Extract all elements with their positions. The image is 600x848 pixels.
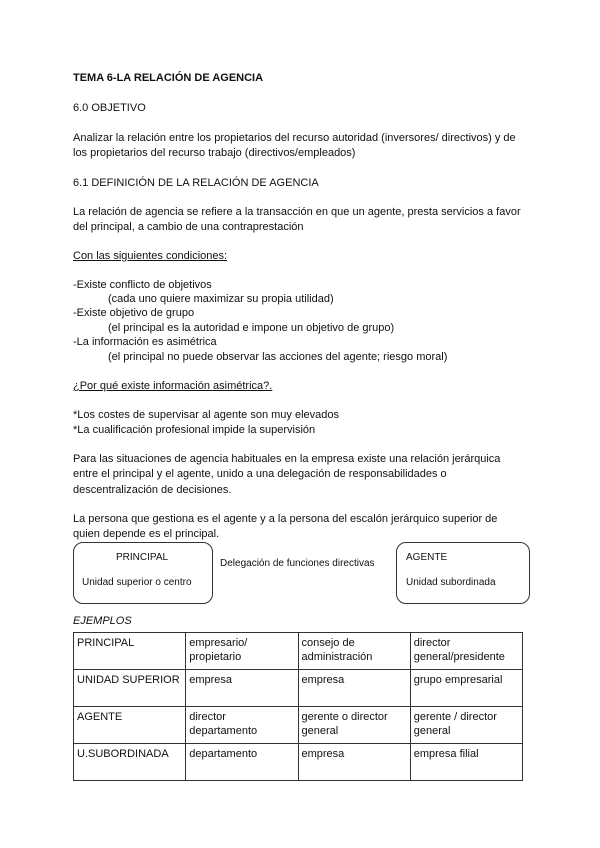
- paragraph-line: Para las situaciones de agencia habituales en la empresa existe una relación jerárquica: [73, 453, 501, 465]
- objetivo-line: Analizar la relación entre los propietarios del recurso autoridad (inversores/ directivos) y de: [73, 132, 516, 144]
- cell: departamento: [186, 744, 298, 781]
- principal-box: [73, 542, 213, 604]
- ejemplos-heading: EJEMPLOS: [73, 615, 132, 627]
- agente-box: [396, 542, 530, 604]
- cell: empresario/ propietario: [186, 633, 298, 670]
- table-row: [74, 633, 523, 670]
- examples-table: [73, 632, 523, 781]
- agente-title: AGENTE: [406, 552, 448, 563]
- cell: director departamento: [186, 707, 298, 744]
- principal-title: PRINCIPAL: [116, 552, 169, 563]
- condiciones-heading: Con las siguientes condiciones:: [73, 250, 228, 262]
- cell: PRINCIPAL: [74, 633, 186, 670]
- cell: empresa filial: [410, 744, 522, 781]
- condicion-detail: (cada uno quiere maximizar su propia utilidad): [108, 293, 334, 305]
- cell: consejo de administración: [298, 633, 410, 670]
- doc-title: TEMA 6-LA RELACIÓN DE AGENCIA: [73, 72, 264, 84]
- heading-objetivo: 6.0 OBJETIVO: [73, 102, 146, 114]
- delegation-label: Delegación de funciones directivas: [220, 558, 375, 569]
- table-row: [74, 707, 523, 744]
- principal-sub: Unidad superior o centro: [82, 577, 192, 588]
- cell: gerente / director general: [410, 707, 522, 744]
- condicion: -Existe conflicto de objetivos: [73, 279, 212, 291]
- paragraph-line: La persona que gestiona es el agente y a la persona del escalón jerárquico superior de: [73, 513, 498, 525]
- cell: grupo empresarial: [410, 670, 522, 707]
- definicion-line: del principal, a cambio de una contraprestación: [73, 221, 304, 233]
- cell: empresa: [298, 670, 410, 707]
- definicion-line: La relación de agencia se refiere a la transacción en que un agente, presta servicios a favor: [73, 206, 521, 218]
- condicion: -La información es asimétrica: [73, 336, 217, 348]
- objetivo-line: los propietarios del recurso trabajo (directivos/empleados): [73, 147, 356, 159]
- paragraph-line: descentralización de decisiones.: [73, 484, 232, 496]
- paragraph-line: quien depende es el principal.: [73, 528, 220, 540]
- why-item: *La cualificación profesional impide la supervisión: [73, 424, 316, 436]
- paragraph-line: entre el principal y el agente, unido a una delegación de responsabilidades o: [73, 468, 447, 480]
- cell: UNIDAD SUPERIOR: [74, 670, 186, 707]
- why-item: *Los costes de supervisar al agente son muy elevados: [73, 409, 339, 421]
- cell: AGENTE: [74, 707, 186, 744]
- condicion: -Existe objetivo de grupo: [73, 307, 195, 319]
- why-heading: ¿Por qué existe información asimétrica?.: [73, 380, 273, 392]
- condicion-detail: (el principal no puede observar las acciones del agente; riesgo moral): [108, 351, 448, 363]
- agente-sub: Unidad subordinada: [406, 577, 496, 588]
- cell: gerente o director general: [298, 707, 410, 744]
- cell: director general/presidente: [410, 633, 522, 670]
- cell: empresa: [186, 670, 298, 707]
- heading-definicion: 6.1 DEFINICIÓN DE LA RELACIÓN DE AGENCIA: [73, 177, 319, 189]
- table-row: [74, 670, 523, 707]
- cell: empresa: [298, 744, 410, 781]
- condicion-detail: (el principal es la autoridad e impone un objetivo de grupo): [108, 322, 395, 334]
- cell: U.SUBORDINADA: [74, 744, 186, 781]
- table-row: [74, 744, 523, 781]
